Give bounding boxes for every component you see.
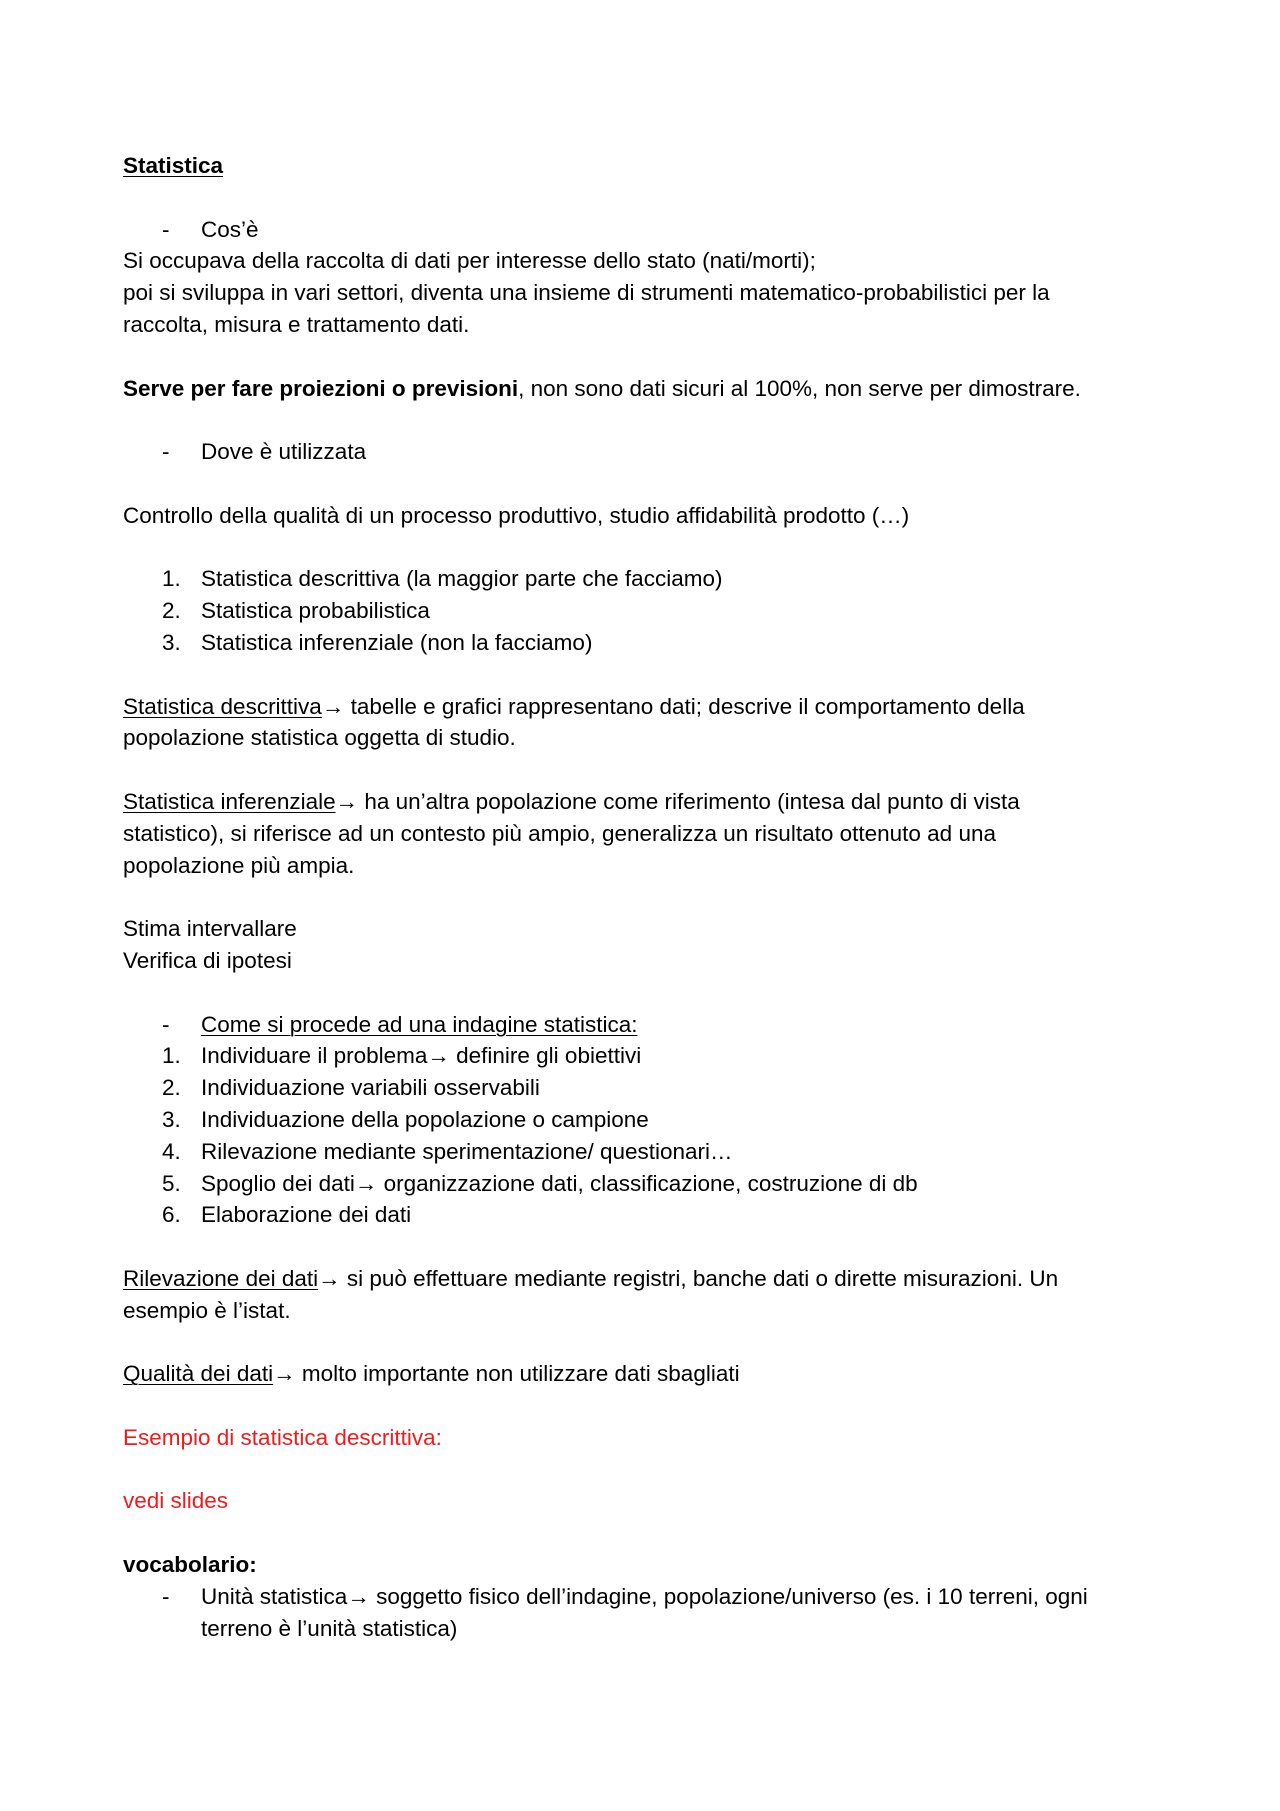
list-item [123, 1168, 1163, 1200]
bullet-marker: - [162, 1583, 170, 1609]
arrow-icon: → [347, 1583, 370, 1609]
serve-paragraph [123, 373, 1163, 405]
list-number: 5. [162, 1170, 181, 1196]
section-heading: Cos’è [201, 216, 259, 242]
paragraph-line: raccolta, misura e trattamento dati. [123, 311, 470, 337]
arrow-icon: → [321, 693, 345, 719]
types-list [123, 563, 1163, 658]
steps-list [123, 1040, 1163, 1231]
definition-text: molto importante non utilizzare dati sbagliati [295, 1361, 740, 1387]
list-item-text: Spoglio dei dati [201, 1170, 355, 1196]
list-item-text: Statistica probabilistica [201, 598, 430, 624]
paragraph-line: popolazione statistica oggetta di studio. [123, 725, 516, 751]
term: Statistica descrittiva [123, 693, 322, 719]
vocabulary-item [123, 1581, 1163, 1645]
arrow-icon: → [335, 788, 359, 814]
inferenziale-definition [123, 786, 1163, 818]
list-number: 4. [162, 1138, 181, 1164]
bold-phrase: Serve per fare proiezioni o previsioni [123, 375, 519, 401]
arrow-icon: → [273, 1361, 296, 1387]
paragraph-line: popolazione più ampia. [123, 852, 355, 878]
section-bullet-cose [123, 214, 1163, 246]
list-item [123, 1199, 1163, 1231]
paragraph-line: poi si sviluppa in vari settori, diventa una insieme di strumenti matematico-probabilistici per la [123, 280, 1050, 306]
document-title: Statistica [123, 153, 224, 178]
paragraph-line: Verifica di ipotesi [123, 947, 292, 973]
paragraph-line: esempio è l’istat. [123, 1297, 291, 1323]
arrow-icon: → [354, 1170, 378, 1196]
list-number: 6. [162, 1202, 181, 1228]
paragraph-line: statistico), si riferisce ad un contesto più ampio, generalizza un risultato ottenuto ad una [123, 820, 996, 846]
document-page [123, 150, 1163, 1644]
list-item-text: organizzazione dati, classificazione, costruzione di db [377, 1170, 918, 1196]
list-number: 2. [162, 1075, 181, 1101]
descrittiva-definition [123, 691, 1163, 723]
section-bullet-procede [123, 1009, 1163, 1041]
section-heading: Come si procede ad una indagine statistica: [201, 1011, 638, 1037]
list-item-text: Elaborazione dei dati [201, 1202, 412, 1228]
paragraph-line: Controllo della qualità di un processo produttivo, studio affidabilità prodotto (…) [123, 502, 910, 528]
list-item-text: Individuazione della popolazione o campione [201, 1106, 649, 1132]
vocabulary-heading: vocabolario: [123, 1552, 257, 1578]
list-number: 1. [162, 1043, 181, 1069]
list-item-text: Individuazione variabili osservabili [201, 1075, 540, 1101]
list-item-text: Rilevazione mediante sperimentazione/ questionari… [201, 1138, 733, 1164]
bullet-marker: - [162, 439, 170, 465]
term: Rilevazione dei dati [123, 1265, 319, 1291]
rilevazione-definition [123, 1263, 1163, 1295]
term: Qualità dei dati [123, 1361, 274, 1387]
section-heading: Dove è utilizzata [201, 439, 367, 465]
definition-text: tabelle e grafici rappresentano dati; descrive il comportamento della [344, 693, 1025, 719]
definition-text: soggetto fisico dell’indagine, popolazione/universo (es. i 10 terreni, ogni [369, 1583, 1088, 1609]
arrow-icon: → [427, 1043, 450, 1069]
list-item-text: Statistica inferenziale (non la facciamo) [201, 629, 593, 655]
list-number: 3. [162, 629, 181, 655]
list-item [123, 1040, 1163, 1072]
list-item-text: Individuare il problema [201, 1043, 428, 1069]
paragraph-line: Stima intervallare [123, 916, 297, 942]
section-bullet-dove [123, 436, 1163, 468]
term: Statistica inferenziale [123, 788, 336, 814]
list-item-text: definire gli obiettivi [449, 1043, 642, 1069]
list-item [123, 1072, 1163, 1104]
bullet-marker: - [162, 216, 170, 242]
definition-text: ha un’altra popolazione come riferimento (intesa dal punto di vista [358, 788, 1020, 814]
red-heading: Esempio di statistica descrittiva: [123, 1424, 442, 1450]
list-number: 2. [162, 598, 181, 624]
list-item [123, 627, 1163, 659]
red-note: vedi slides [123, 1488, 229, 1514]
qualita-definition [123, 1358, 1163, 1390]
bullet-marker: - [162, 1011, 170, 1037]
term: Unità statistica [201, 1583, 348, 1609]
arrow-icon: → [318, 1265, 341, 1291]
list-number: 1. [162, 566, 181, 592]
list-item [123, 1104, 1163, 1136]
list-number: 3. [162, 1106, 181, 1132]
list-item [123, 1136, 1163, 1168]
paragraph-line: Si occupava della raccolta di dati per interesse dello stato (nati/morti); [123, 248, 816, 274]
list-item [123, 563, 1163, 595]
list-item [123, 595, 1163, 627]
definition-text: si può effettuare mediante registri, banche dati o dirette misurazioni. Un [340, 1265, 1059, 1291]
definition-text: terreno è l’unità statistica) [201, 1615, 458, 1641]
list-item-text: Statistica descrittiva (la maggior parte che facciamo) [201, 566, 723, 592]
paragraph-text: , non sono dati sicuri al 100%, non serve per dimostrare. [518, 375, 1081, 401]
